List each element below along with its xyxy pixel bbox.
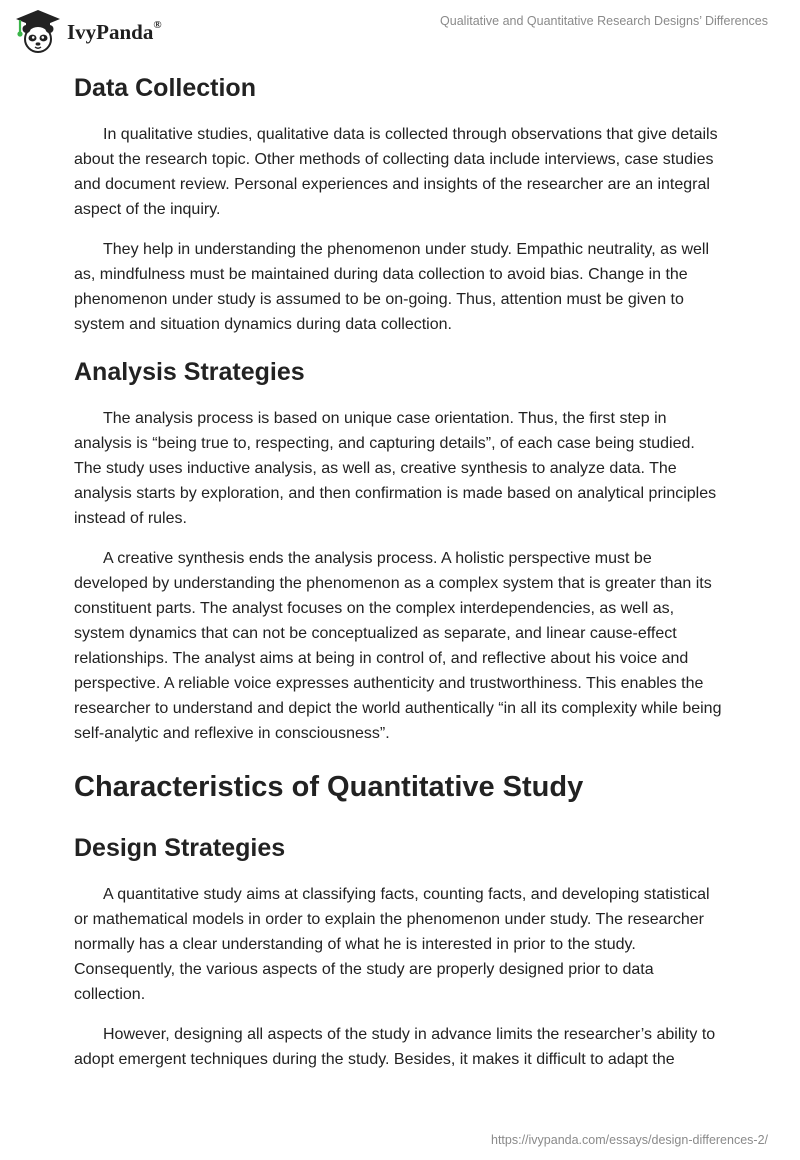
- heading-analysis-strategies: Analysis Strategies: [74, 358, 305, 386]
- registered-mark: ®: [153, 18, 162, 31]
- paragraph: However, designing all aspects of the study in advance limits the researcher’s ability to adopt emergent techniques during the study. Besides, it makes it difficult to adapt the: [74, 1026, 716, 1068]
- source-url[interactable]: https://ivypanda.com/essays/design-differences-2/: [491, 1133, 768, 1147]
- page-header: [0, 0, 800, 64]
- panda-graduate-icon: [14, 8, 62, 54]
- brand-name: IvyPanda®: [67, 18, 162, 44]
- heading-quantitative-study: Characteristics of Quantitative Study: [74, 771, 584, 803]
- paragraph: The analysis process is based on unique case orientation. Thus, the first step in analysis is “being true to, respecting, and capturing details”, of each case being studied. The study uses inductive analysis, as well as, creative synthesis to analyze data. The analysis starts by exploration, and then confirmation is made based on analytical principles instead of rules.: [74, 410, 717, 527]
- paragraph: A creative synthesis ends the analysis process. A holistic perspective must be developed by understanding the phenomenon as a complex system that is greater than its constituent parts. The analyst focuses on the complex interdependencies, as well as, system dynamics that can not be conceptualized as separate, and linear cause-effect relationships. The analyst aims at being in control of, and reflective about his voice and perspective. A reliable voice expresses authenticity and trustworthiness. This enables the researcher to understand and depict the world authentically “in all its complexity while being self-analytic and reflexive in consciousness”.: [74, 550, 722, 742]
- heading-data-collection: Data Collection: [74, 74, 256, 102]
- paragraph: In qualitative studies, qualitative data is collected through observations that give details about the research topic. Other methods of collecting data include interviews, case studies and document review. Personal experiences and insights of the researcher are an integral aspect of the inquiry.: [74, 126, 718, 218]
- document-title: Qualitative and Quantitative Research Designs’ Differences: [440, 14, 768, 28]
- ivypanda-logo[interactable]: [14, 8, 162, 54]
- essay-content: [74, 68, 726, 1072]
- paragraph: They help in understanding the phenomenon under study. Empathic neutrality, as well as, mindfulness must be maintained during data collection to avoid bias. Change in the phenomenon under study is assumed to be on-going. Thus, attention must be given to system and situation dynamics during data collection.: [74, 241, 709, 333]
- heading-design-strategies: Design Strategies: [74, 834, 286, 862]
- paragraph: A quantitative study aims at classifying facts, counting facts, and developing statistical or mathematical models in order to explain the phenomenon under study. The researcher normally has a clear understanding of what he is interested in prior to the study. Consequently, the various aspects of the study are properly designed prior to data collection.: [74, 886, 710, 1003]
